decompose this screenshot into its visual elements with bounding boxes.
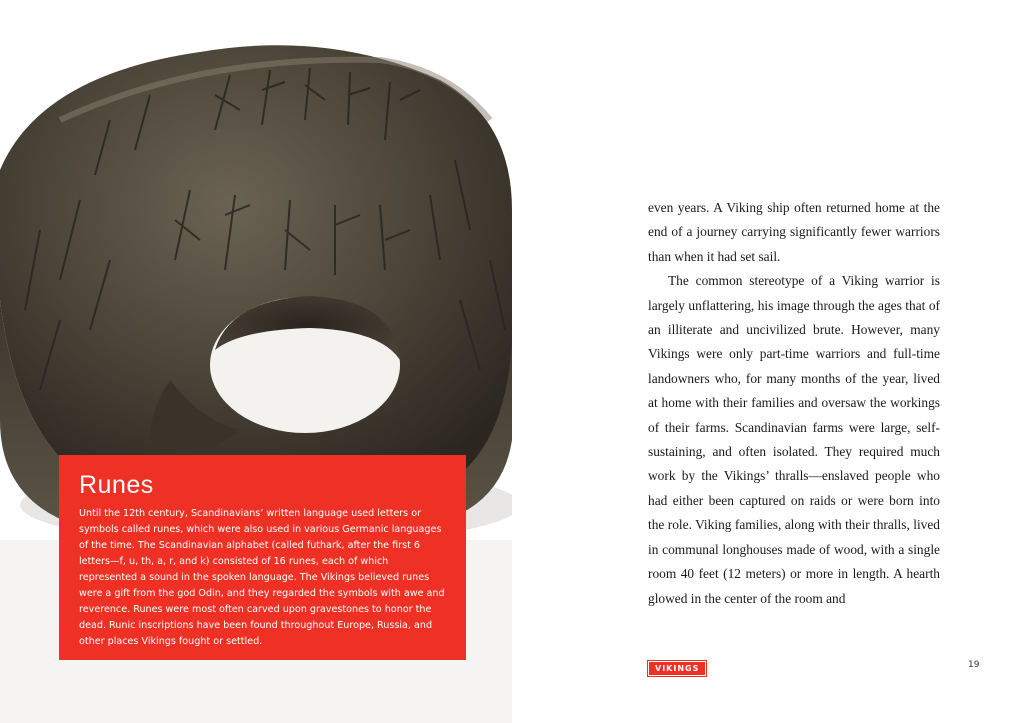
right-page	[512, 0, 1024, 723]
sidebar-title: Runes	[79, 471, 154, 499]
series-badge: VIKINGS	[648, 661, 706, 676]
sidebar-body: Until the 12th century, Scandinavians’ written language used letters or symbols called runes, which were also used in various Germanic languages of the time. The Scandinavian alphabet (called futhark, after the first 6 letters—f, u, th, a, r, and k) consisted of 16 runes, each of which represented a sound in the spoken language. The Vikings believed runes were a gift from the god Odin, and they regarded the symbols with awe and reverence. Runes were most often carved upon gravestones to honor the dead. Runic inscriptions have been found throughout Europe, Russia, and other places Vikings fought or settled.	[79, 508, 445, 647]
body-text	[648, 196, 940, 611]
paragraph-2: The common stereotype of a Viking warrior is largely unflattering, his image through the ages that of an illiterate and uncivilized brute. However, many Vikings were only part-time warriors and full-time landowners who, for many months of the year, lived at home with their families and oversaw the workings of their farms. Scandinavian farms were large, self-sustaining, and often isolated. They required much work by the Vikings’ thralls—enslaved people who had either been captured on raids or were born into the role. Viking families, along with their thralls, lived in communal longhouses made of wood, with a single room 40 feet (12 meters) or more in length. A hearth glowed in the center of the room and	[648, 273, 940, 606]
page-number: 19	[968, 660, 980, 670]
paragraph-1: even years. A Viking ship often returned home at the end of a journey carrying significantly fewer warriors than when it had set sail.	[648, 200, 940, 264]
runes-sidebar	[59, 455, 466, 660]
